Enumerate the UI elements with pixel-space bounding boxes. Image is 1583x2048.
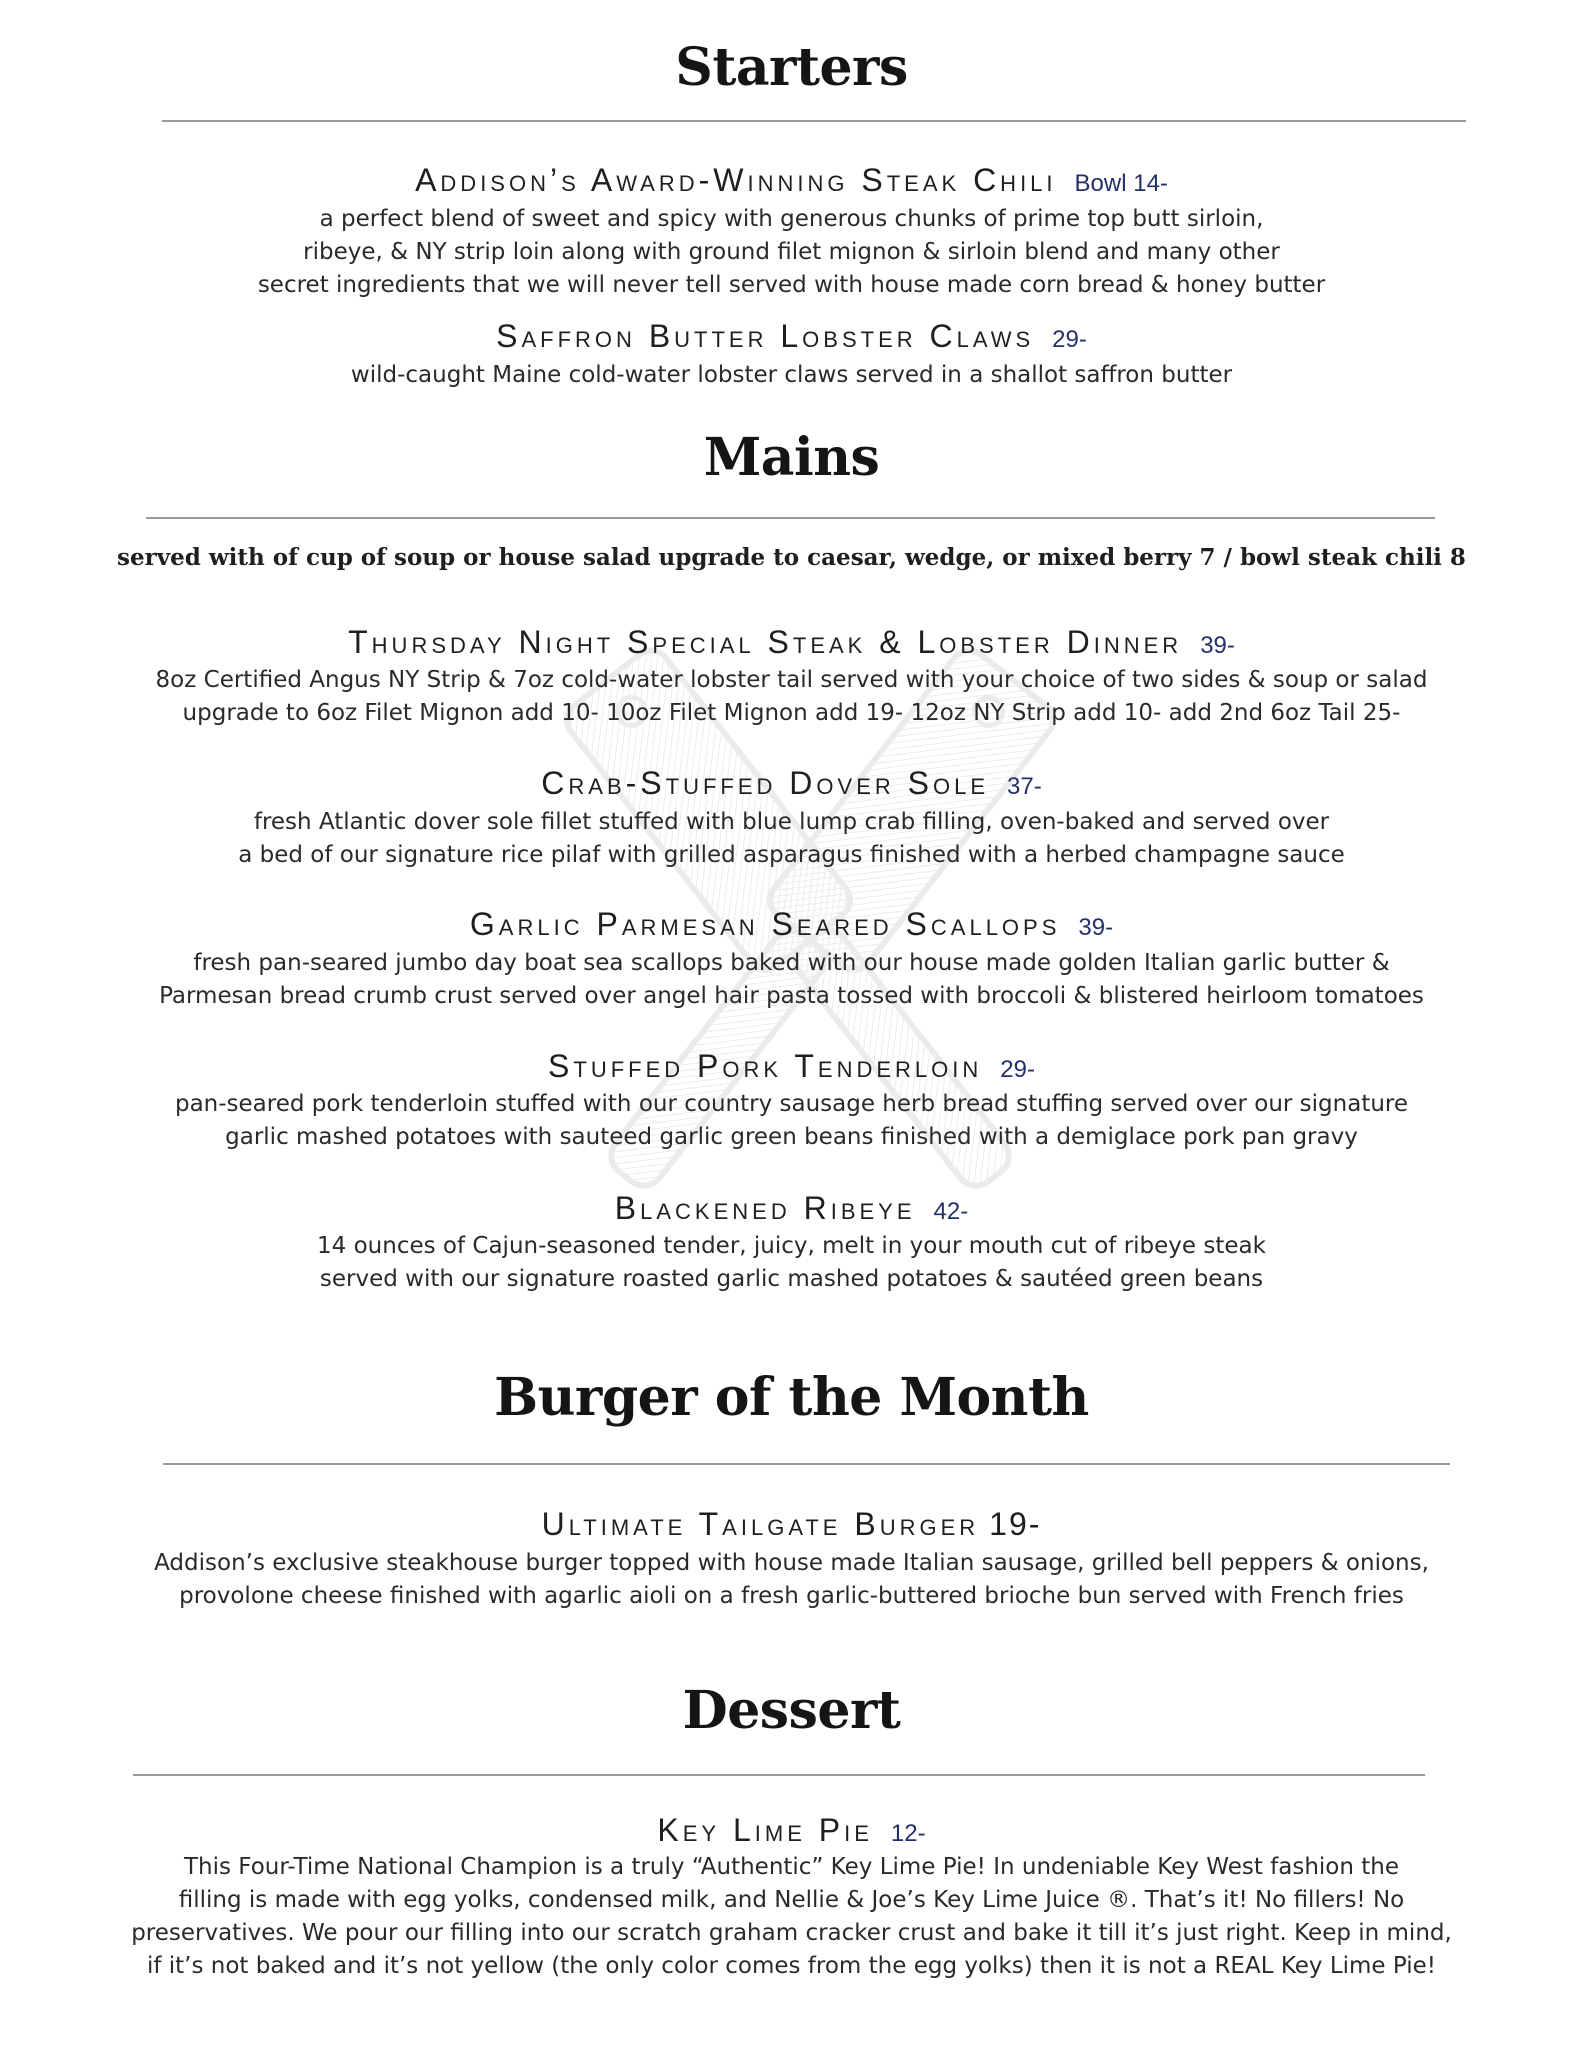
description-line: secret ingredients that we will never tell served with house made corn bread & honey butter — [257, 272, 1326, 298]
menu-item-title — [0, 1192, 1583, 1224]
menu-item-title — [0, 320, 1583, 352]
description-line: fresh Atlantic dover sole fillet stuffed with blue lump crab filling, oven-baked and served over — [253, 809, 1330, 835]
mains-divider — [146, 517, 1435, 519]
description-line: filling is made with egg yolks, condensed milk, and Nellie & Joe’s Key Lime Juice ®. That’s it! No fillers! No — [178, 1887, 1405, 1913]
dish-price: 39- — [1078, 914, 1114, 941]
dish-price: 37- — [1007, 773, 1042, 800]
dessert-divider — [133, 1774, 1425, 1776]
dish-description — [0, 1230, 1583, 1296]
description-line: Parmesan bread crumb crust served over angel hair pasta tossed with broccoli & blistered heirloom tomatoes — [159, 983, 1424, 1009]
description-line: This Four-Time National Champion is a truly “Authentic” Key Lime Pie! In undeniable Key West fashion the — [183, 1854, 1399, 1880]
dish-price: 29- — [1000, 1056, 1035, 1083]
description-line: served with our signature roasted garlic mashed potatoes & sautéed green beans — [319, 1266, 1264, 1292]
description-line: upgrade to 6oz Filet Mignon add 10- 10oz Filet Mignon add 19- 12oz NY Strip add 10- add 2nd 6oz Tail 25- — [182, 700, 1401, 726]
description-line: 8oz Certified Angus NY Strip & 7oz cold-water lobster tail served with your choice of two sides & soup or salad — [155, 667, 1428, 693]
menu-item-title — [0, 626, 1583, 658]
dish-description — [0, 203, 1583, 302]
burger-title: Burger of the Month — [494, 1367, 1089, 1428]
starters-divider — [162, 120, 1466, 122]
description-line: preservatives. We pour our filling into our scratch graham cracker crust and bake it till it’s just right. Keep in mind, — [131, 1920, 1452, 1946]
description-line: provolone cheese finished with agarlic aioli on a fresh garlic-buttered brioche bun served with French fries — [179, 1583, 1404, 1609]
dish-description — [0, 359, 1583, 392]
dish-name: Blackened Ribeye — [614, 1190, 916, 1226]
description-line: Addison’s exclusive steakhouse burger topped with house made Italian sausage, grilled bell peppers & onions, — [154, 1550, 1429, 1576]
dish-description — [0, 1851, 1583, 1983]
dish-name: Garlic Parmesan Seared Scallops — [469, 906, 1061, 942]
dish-price: 39- — [1200, 632, 1235, 659]
dish-description — [0, 664, 1583, 730]
dish-price: Bowl 14- — [1074, 170, 1168, 197]
dish-name: Thursday Night Special Steak & Lobster Dinner — [348, 624, 1183, 660]
dish-description — [0, 1088, 1583, 1154]
mains-title: Mains — [703, 427, 880, 488]
description-line: fresh pan-seared jumbo day boat sea scallops baked with our house made golden Italian garlic butter & — [193, 950, 1390, 976]
dish-description — [0, 806, 1583, 872]
description-line: 14 ounces of Cajun-seasoned tender, juicy, melt in your mouth cut of ribeye steak — [317, 1233, 1266, 1259]
burger-divider — [163, 1463, 1450, 1465]
description-line: pan-seared pork tenderloin stuffed with our country sausage herb bread stuffing served over our signature — [174, 1091, 1409, 1117]
description-line: ribeye, & NY strip loin along with ground filet mignon & sirloin blend and many other — [303, 239, 1280, 265]
dish-description — [0, 947, 1583, 1013]
menu-item-title — [0, 767, 1583, 799]
menu-item-title — [0, 1508, 1583, 1540]
description-line: a bed of our signature rice pilaf with grilled asparagus finished with a herbed champagne sauce — [238, 842, 1345, 868]
dish-price: 12- — [890, 1820, 926, 1847]
description-line: if it’s not baked and it’s not yellow (the only color comes from the egg yolks) then it is not a REAL Key Lime Pie! — [146, 1953, 1437, 1979]
dish-price: 19- — [989, 1506, 1042, 1542]
menu-item-title — [0, 908, 1583, 940]
dish-description — [0, 1547, 1583, 1613]
dish-name: Stuffed Pork Tenderloin — [548, 1048, 983, 1084]
mains-note: served with of cup of soup or house salad upgrade to caesar, wedge, or mixed berry 7 / bowl steak chili 8 — [117, 544, 1466, 571]
starters-title: Starters — [675, 37, 908, 98]
menu-item-title — [0, 164, 1583, 196]
dish-name: Ultimate Tailgate Burger — [541, 1506, 980, 1542]
menu-item-title — [0, 1814, 1583, 1846]
dish-price: 29- — [1052, 326, 1087, 353]
description-line: a perfect blend of sweet and spicy with generous chunks of prime top butt sirloin, — [319, 206, 1264, 232]
dish-name: Key Lime Pie — [657, 1812, 873, 1848]
dish-name: Addison’s Award-Winning Steak Chili — [415, 162, 1057, 198]
menu-item-title — [0, 1050, 1583, 1082]
description-line: garlic mashed potatoes with sauteed garlic green beans finished with a demiglace pork pan gravy — [225, 1124, 1358, 1150]
dessert-title: Dessert — [682, 1680, 901, 1741]
dish-name: Saffron Butter Lobster Claws — [496, 318, 1035, 354]
dish-name: Crab-Stuffed Dover Sole — [541, 765, 990, 801]
description-line: wild-caught Maine cold-water lobster claws served in a shallot saffron butter — [350, 362, 1233, 388]
dish-price: 42- — [933, 1198, 969, 1225]
